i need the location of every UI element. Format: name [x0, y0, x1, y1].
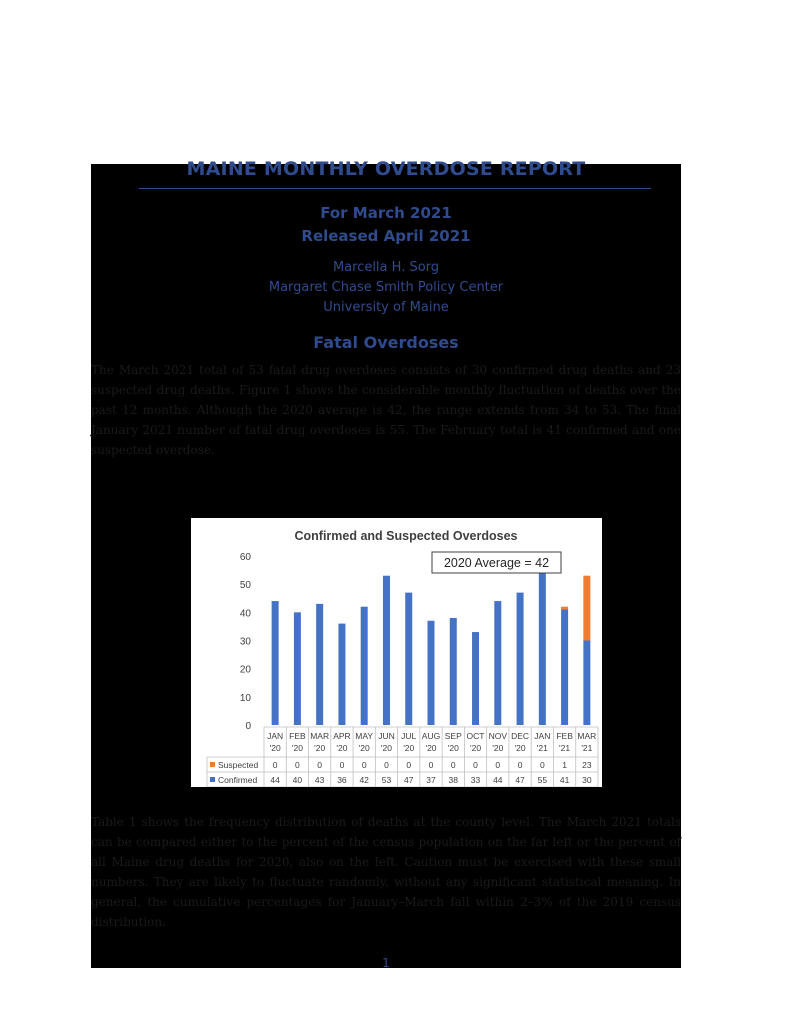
- paragraph-county-table: Table 1 shows the frequency distribution of deaths at the county level. The March 2021 totals can be compared either to the percent of the census population on the far left or the percent of all Maine drug deaths for 2020, also on the left. Caution must be exercised with these small numbers. They are likely to fluctuate randomly, without any significant statistical meaning. In general, the cumulative percentages for January–March fall within 2–3% of the 2019 census distribution.: [91, 815, 681, 929]
- data-label-suspected: 23: [582, 760, 592, 770]
- legend-key-confirmed: [210, 777, 215, 782]
- x-tick-month: APR: [333, 731, 351, 741]
- data-label-confirmed: 44: [493, 775, 503, 785]
- x-tick-month: AUG: [421, 731, 441, 741]
- data-label-suspected: 0: [361, 760, 367, 770]
- bar-confirmed: [316, 604, 323, 725]
- bar-confirmed: [472, 632, 479, 725]
- chart-title: Confirmed and Suspected Overdoses: [294, 529, 518, 543]
- y-tick-label: 50: [239, 580, 251, 592]
- overdose-chart: [191, 518, 602, 787]
- legend-label-suspected: Suspected: [218, 760, 259, 770]
- x-tick-year: '21: [559, 743, 571, 753]
- bar-confirmed: [294, 612, 301, 725]
- data-label-suspected: 0: [406, 760, 412, 770]
- paragraph-fatal-overdoses: The March 2021 total of 53 fatal drug overdoses consists of 30 confirmed drug deaths and 23 suspected drug deaths. Figure 1 shows the considerable monthly fluctuation of deaths over the past 12 months. Although the 2020 average is 42, the range extends from 34 to 53. The final January 2021 number of fatal drug overdoses is 55. The February total is 41 confirmed and one suspected overdose.: [91, 363, 681, 457]
- x-tick-year: '20: [291, 743, 303, 753]
- x-tick-month: JAN: [534, 731, 551, 741]
- data-label-confirmed: 47: [403, 775, 414, 785]
- data-label-suspected: 1: [562, 760, 567, 770]
- y-tick-label: 20: [239, 664, 251, 676]
- x-tick-month: DEC: [511, 731, 530, 741]
- section-heading: Fatal Overdoses: [313, 333, 459, 352]
- x-tick-month: NOV: [488, 731, 508, 741]
- data-label-suspected: 0: [473, 760, 478, 770]
- y-tick-label: 60: [239, 552, 251, 563]
- x-tick-year: '20: [469, 743, 482, 753]
- x-tick-month: JAN: [267, 731, 284, 741]
- x-tick-year: '20: [492, 743, 504, 753]
- data-label-confirmed: 33: [470, 775, 481, 785]
- x-tick-month: FEB: [556, 731, 573, 741]
- data-label-suspected: 0: [272, 760, 278, 770]
- data-label-confirmed: 44: [270, 775, 280, 785]
- data-label-suspected: 0: [428, 760, 434, 770]
- bar-confirmed: [338, 624, 345, 725]
- report-title: MAINE MONTHLY OVERDOSE REPORT: [186, 158, 586, 180]
- page-number: 1: [382, 956, 390, 970]
- y-tick-label: 0: [245, 721, 251, 732]
- data-label-suspected: 0: [384, 760, 389, 770]
- data-label-confirmed: 37: [426, 775, 436, 785]
- data-label-suspected: 0: [339, 760, 345, 770]
- x-tick-month: OCT: [466, 731, 485, 741]
- bar-confirmed: [583, 641, 590, 726]
- x-tick-year: '20: [447, 743, 459, 753]
- data-label-confirmed: 41: [559, 775, 570, 785]
- author-name: Marcella H. Sorg: [332, 260, 440, 275]
- x-tick-month: MAR: [577, 731, 597, 741]
- data-label-suspected: 0: [517, 760, 523, 770]
- x-tick-year: '20: [403, 743, 415, 753]
- bar-confirmed: [450, 618, 457, 725]
- bar-confirmed: [517, 593, 524, 725]
- x-tick-year: '20: [425, 743, 437, 753]
- x-tick-year: '20: [336, 743, 348, 753]
- y-tick-label: 10: [239, 692, 251, 704]
- legend-key-suspected: [210, 762, 215, 767]
- release-date: Released April 2021: [301, 227, 471, 245]
- x-tick-year: '20: [314, 743, 326, 753]
- data-label-confirmed: 40: [292, 775, 303, 785]
- data-label-confirmed: 47: [515, 775, 525, 785]
- data-label-suspected: 0: [295, 760, 300, 770]
- x-tick-month: JUL: [401, 731, 417, 741]
- data-label-suspected: 0: [317, 760, 323, 770]
- x-tick-year: '20: [380, 743, 393, 753]
- data-label-suspected: 0: [450, 760, 456, 770]
- bar-confirmed: [361, 607, 368, 725]
- data-label-confirmed: 30: [582, 775, 592, 785]
- chart-svg: [191, 518, 602, 787]
- y-tick-label: 30: [239, 636, 251, 648]
- report-period: For March 2021: [320, 204, 452, 222]
- data-label-confirmed: 43: [314, 775, 325, 785]
- bar-confirmed: [383, 576, 390, 725]
- y-tick-label: 40: [239, 608, 251, 620]
- data-label-confirmed: 53: [381, 775, 392, 785]
- bar-suspected: [561, 607, 568, 610]
- x-tick-year: '20: [358, 743, 370, 753]
- author-university: University of Maine: [323, 300, 449, 315]
- average-annotation: 2020 Average = 42: [443, 556, 550, 570]
- title-divider: [139, 188, 651, 189]
- bar-confirmed: [405, 593, 412, 725]
- x-tick-month: MAR: [310, 731, 330, 741]
- legend-label-confirmed: Confirmed: [218, 775, 258, 785]
- data-label-suspected: 0: [495, 760, 501, 770]
- data-label-confirmed: 36: [337, 775, 347, 785]
- x-tick-year: '20: [514, 743, 526, 753]
- author-center: Margaret Chase Smith Policy Center: [268, 280, 504, 295]
- bar-confirmed: [494, 601, 501, 725]
- data-label-confirmed: 42: [359, 775, 369, 785]
- x-tick-month: FEB: [289, 731, 306, 741]
- bar-suspected: [583, 576, 590, 641]
- bar-confirmed: [561, 610, 568, 725]
- x-tick-year: '21: [581, 743, 593, 753]
- x-tick-month: MAY: [355, 731, 374, 741]
- report-page: [91, 158, 681, 970]
- x-tick-year: '20: [269, 743, 281, 753]
- x-tick-month: SEP: [444, 731, 462, 741]
- data-label-confirmed: 55: [537, 775, 548, 785]
- bar-confirmed: [539, 570, 546, 725]
- data-label-confirmed: 38: [448, 775, 459, 785]
- x-tick-year: '21: [536, 743, 548, 753]
- bar-confirmed: [428, 621, 435, 725]
- x-tick-month: JUN: [378, 731, 395, 741]
- data-label-suspected: 0: [539, 760, 545, 770]
- bar-confirmed: [272, 601, 279, 725]
